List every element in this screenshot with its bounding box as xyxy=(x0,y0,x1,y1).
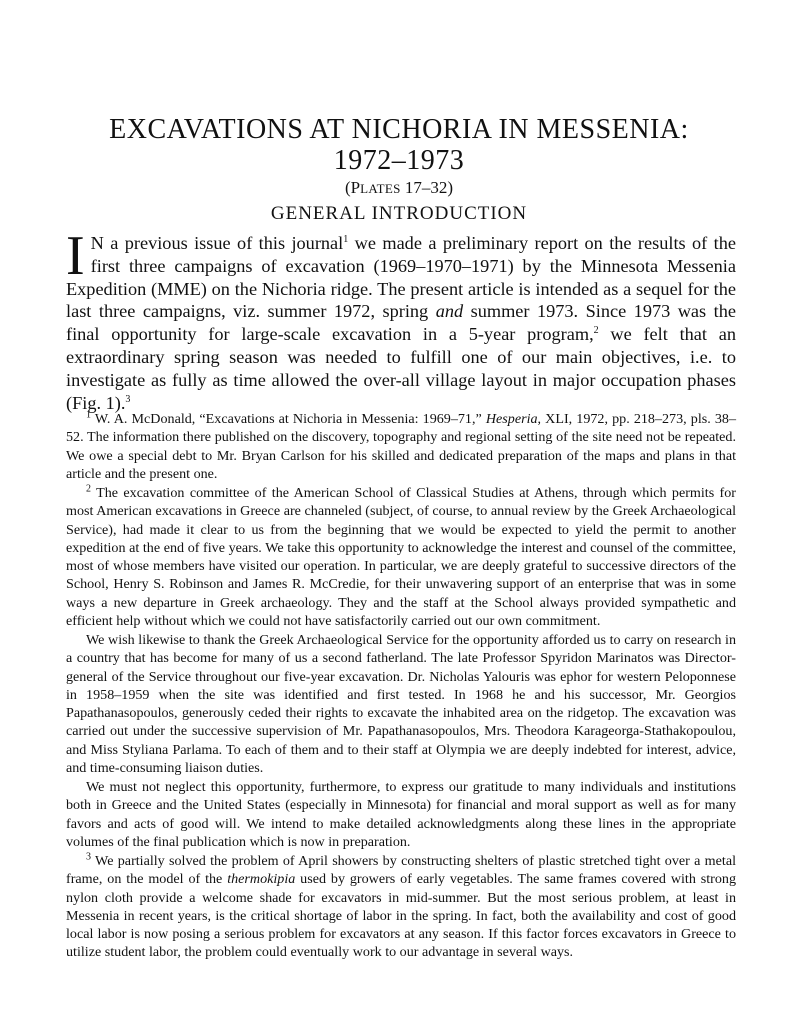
footnote-ref-3[interactable]: 3 xyxy=(125,393,131,405)
footnote-2-number: 2 xyxy=(86,483,91,495)
intro-text-1: N a previous issue of this journal xyxy=(90,233,344,253)
footnote-2-para2-text: We wish likewise to thank the Greek Archaeological Service for the opportunity afforded us to carry on research in a country that has become for many of us a second fatherland. The late Professor Spyridon Marinatos was Director-general of the Service throughout our five-year excavation. Dr. Nicholas Yalouris was ephor for western Peloponnese in 1958–1959 when the site was identified and first tested. In 1968 he and his successor, Mr. Georgios Papathanasopoulos, generously ceded their rights to excavate the inhabited area on the ridgetop. The excavation was carried out under the successive supervision of Mr. Papathanasopoulos, Mrs. Theodora Karageorga-Stathakopoulou, and Miss Styliana Parlama. To each of them and to their staff at Olympia we are deeply indebted for interest, advice, and time-consuming liaison duties. xyxy=(66,632,736,777)
article-title-line1: EXCAVATIONS AT NICHORIA IN MESSENIA: xyxy=(109,114,689,145)
intro-text-2: we made a preliminary report on the results of the first three campaigns of excavation (1969–1970–1971) by the Minnesota Messenia Expedition (MME) on the Nichoria ridge. The present article is intended as a sequel for the last three campaigns, viz. summer 1972, spring xyxy=(66,233,736,322)
section-heading: GENERAL INTRODUCTION xyxy=(270,203,528,224)
footnote-1-text-b: , XLI, 1972, pp. 218–273, pls. 38–52. The information there published on the discovery, topography and regional setting of the site need not be repeated. We owe a special debt to Mr. Bryan Carlson for his skilled and dedicated preparation of the maps and plans in that article and the present one. xyxy=(66,411,736,482)
drop-cap: I xyxy=(66,225,85,287)
footnote-2-paragraph-3 xyxy=(66,778,736,851)
footnote-3-term: thermokipia xyxy=(227,871,296,888)
footnote-1-number: 1 xyxy=(86,409,91,421)
footnote-3-text-a: We partially solved the problem of April showers by constructing shelters of plastic stretched tight over a metal frame, on the model of the xyxy=(66,853,736,888)
footnote-ref-2[interactable]: 2 xyxy=(593,325,599,337)
plates-open: (P xyxy=(344,178,361,197)
footnote-3-number: 3 xyxy=(86,851,91,863)
plates-reference xyxy=(60,178,738,199)
footnote-1-journal: Hesperia xyxy=(485,411,538,427)
footnote-3-text-b: used by growers of early vegetables. The same frames covered with strong nylon cloth provide a welcome shade for excavators in mid-summer. But the most serious problem, at least in Messenia in recent years, is the critical shortage of labor in the spring. In fact, both the availability and cost of good local labor is now posing a serious problem for excavators at any season. If this factor forces excavators in Greece to utilize student labor, the problem could eventually work to our advantage in several ways. xyxy=(66,871,736,961)
article-title-line2: 1972–1973 xyxy=(333,145,465,176)
intro-emphasis-and: and xyxy=(435,301,464,322)
footnote-ref-1[interactable]: 1 xyxy=(343,233,349,245)
footnote-2-para3-text: We must not neglect this opportunity, furthermore, to express our gratitude to many individuals and institutions both in Greece and the United States (especially in Minnesota) for financial and moral support as well as for many favors and acts of good will. We intend to make detailed acknowledgments along these lines in the appropriate volumes of the final publication which is now in preparation. xyxy=(66,779,736,850)
plates-word: LATES xyxy=(360,181,401,196)
footnote-2 xyxy=(66,484,736,630)
footnote-2-text: The excavation committee of the American School of Classical Studies at Athens, through which permits for most American excavations in Greece are channeled (subject, of course, to annual review by the Greek Archaeological Service), had made it clear to us from the beginning that we would be expected to yield the permit to another expedition at the end of five years. We take this opportunity to acknowledge the interest and counsel of the committee, most of whose members have visited our operation. In particular, we are deeply grateful to successive directors of the School, Henry S. Robinson and James R. McCredie, for their unwavering support of an enterprise that was in some ways a new departure in Greek archaeology. They and the staff at the School always provided sympathetic and efficient help without which we could not have satisfactorily carried out our own commitment. xyxy=(66,485,736,630)
footnote-1 xyxy=(66,410,736,483)
plates-rest: 17–32) xyxy=(400,178,454,197)
intro-text-3: summer 1973. Since 1973 was the final opportunity for large-scale excavation in a 5-year program, xyxy=(66,301,736,345)
intro-text-4: we felt that an extraordinary spring season was needed to fulfill one of our main objectives, i.e. to investigate as fully as time allowed the over-all village layout in major occupation phases (Fig. 1). xyxy=(66,324,736,413)
footnote-2-paragraph-2 xyxy=(66,631,736,777)
intro-paragraph xyxy=(66,225,736,414)
footnote-3 xyxy=(66,852,736,962)
footnote-1-text-a: W. A. McDonald, “Excavations at Nichoria in Messenia: 1969–71,” xyxy=(91,411,486,427)
